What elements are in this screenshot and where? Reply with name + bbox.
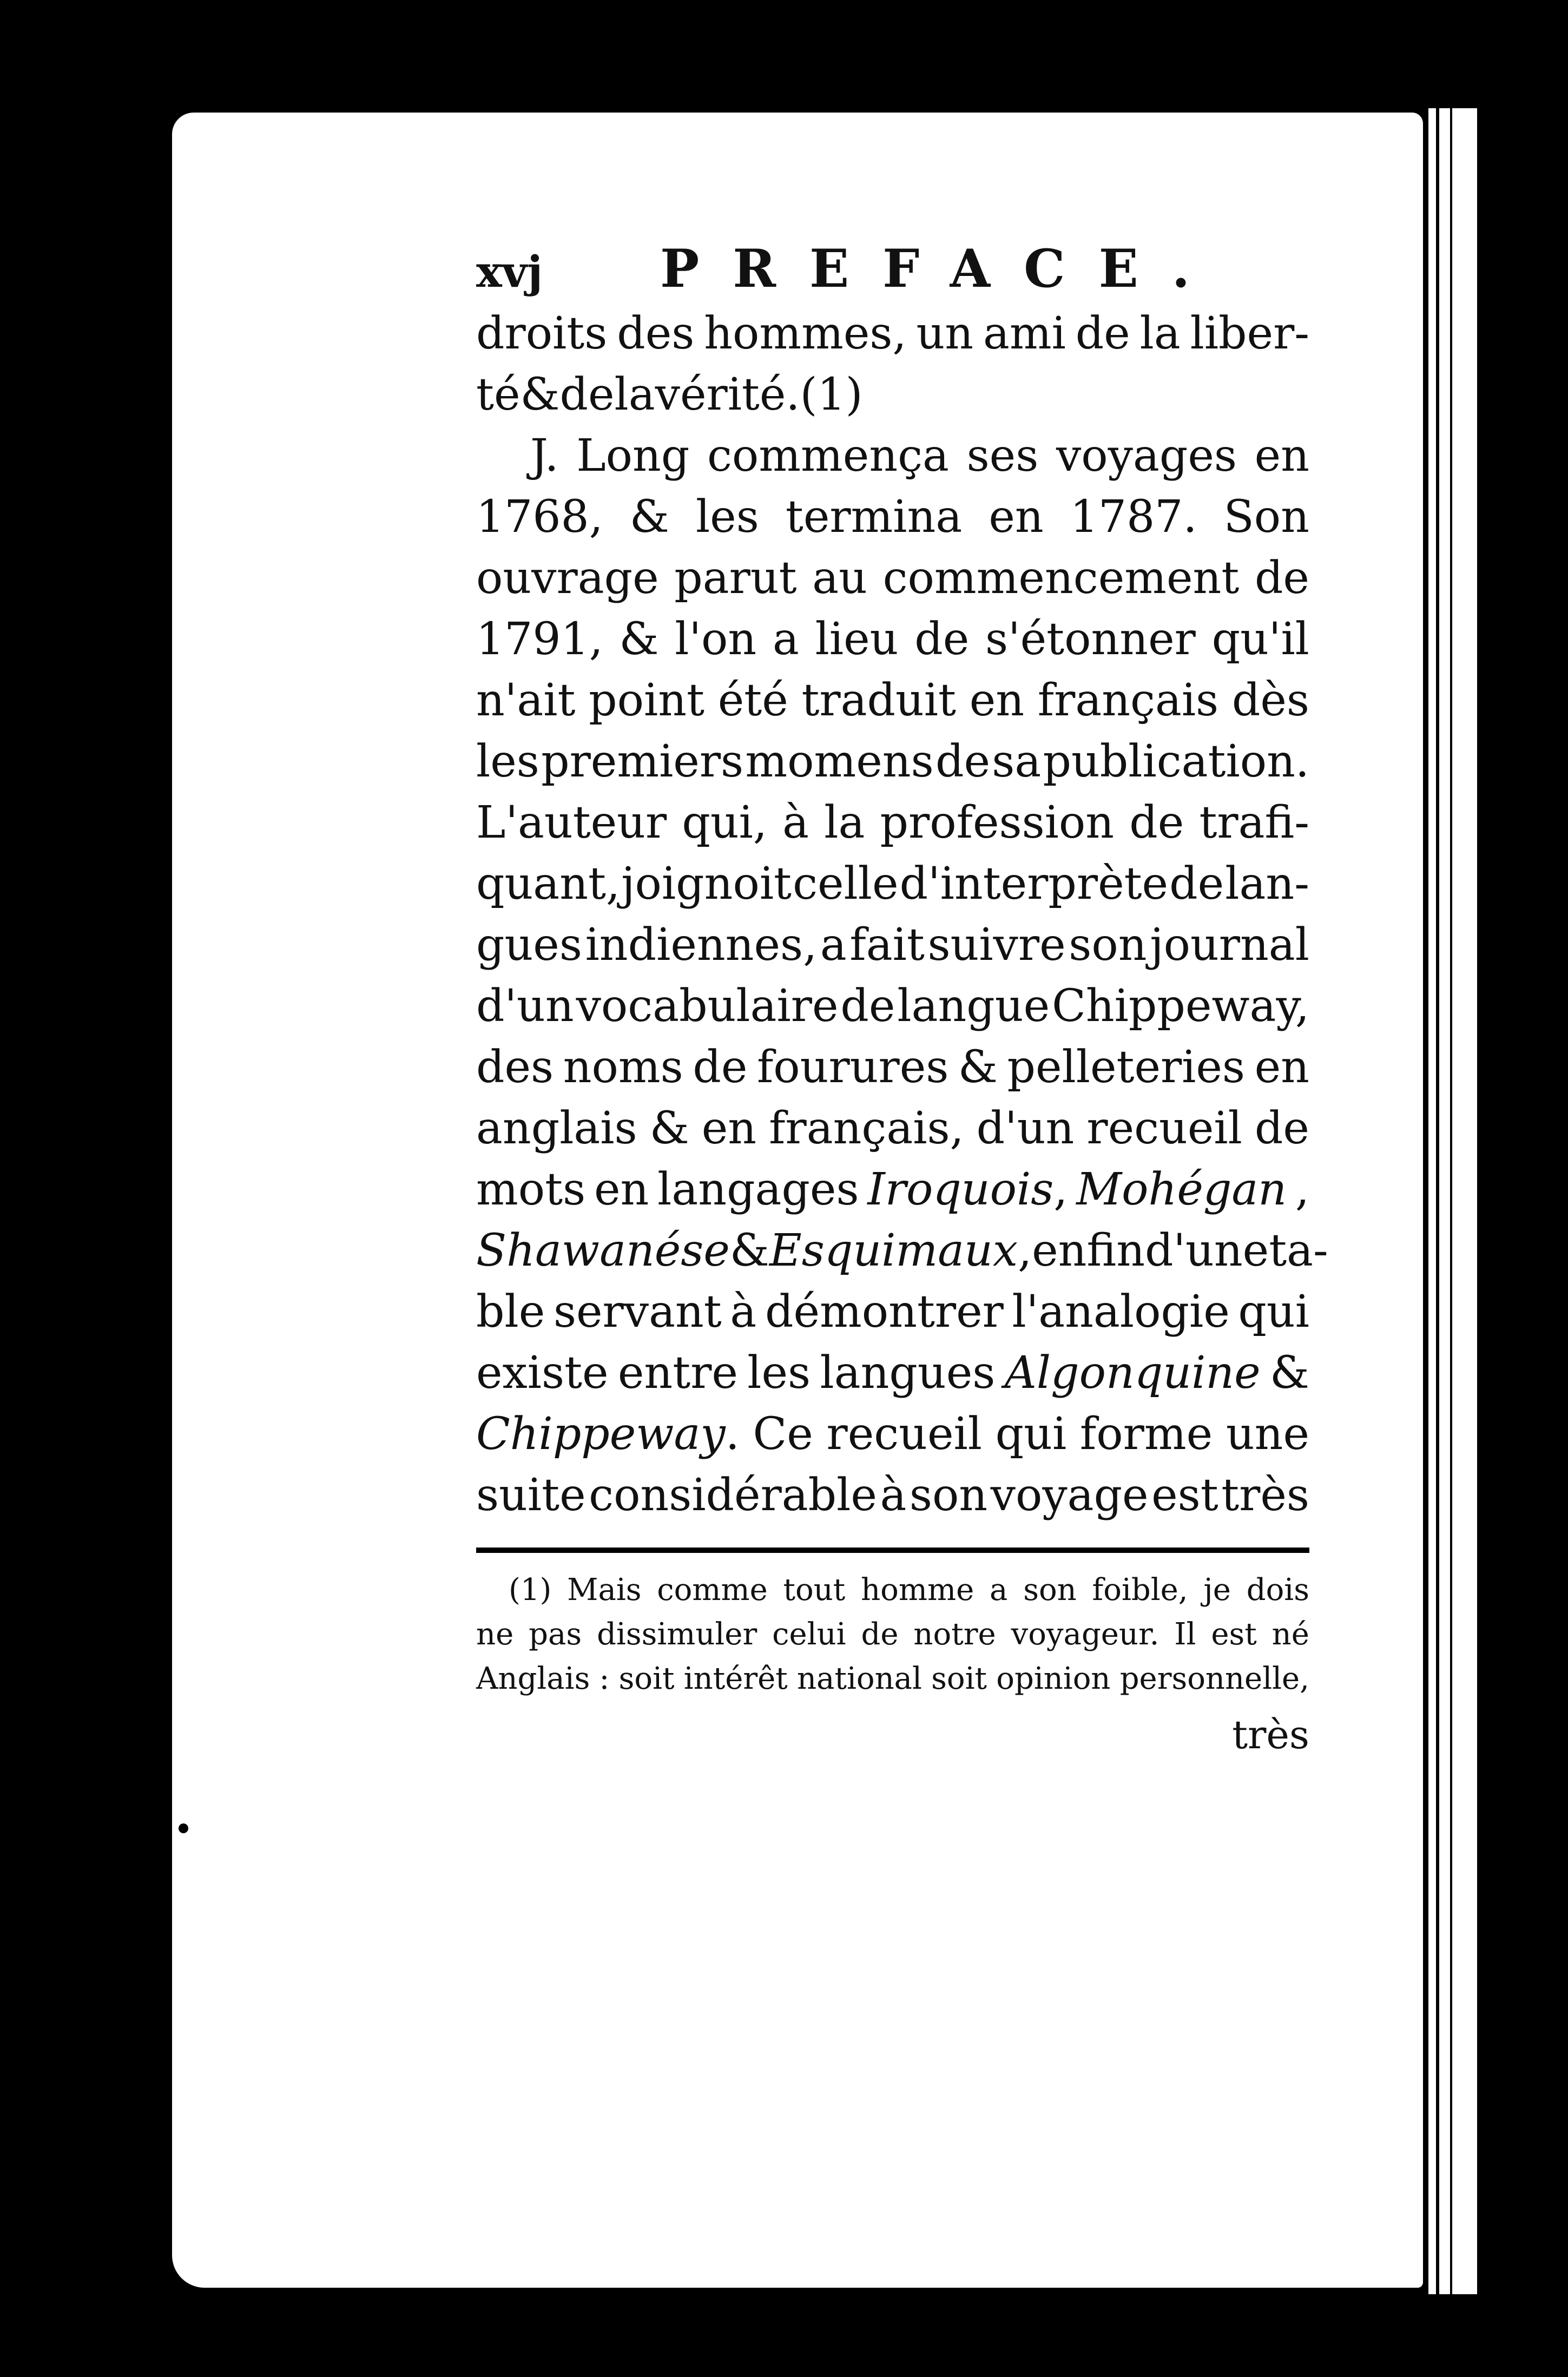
word: en (701, 1103, 757, 1154)
word: commencement (882, 552, 1240, 604)
word: ble (476, 1286, 545, 1338)
word: & (729, 1225, 769, 1276)
footnote-line: (1) Mais comme tout homme a son foible, je dois (509, 1572, 1309, 1608)
word: d'une (1145, 1225, 1269, 1276)
word: 1791, (476, 614, 603, 665)
word: existe (476, 1347, 609, 1399)
word: démontrer (765, 1286, 1004, 1338)
word: ami (983, 308, 1066, 359)
word: Iroquois, (867, 1164, 1068, 1215)
body-line (476, 1220, 1328, 1281)
running-head: PREFACE. (660, 238, 1224, 299)
word: J. (530, 430, 559, 482)
word: considérable (589, 1470, 877, 1521)
word: la (614, 369, 655, 420)
folio: xvj (476, 246, 543, 297)
word: la (824, 797, 865, 848)
word: langues (820, 1347, 996, 1399)
word: parut (674, 552, 797, 604)
word: dès (1231, 675, 1309, 726)
word: té (476, 369, 521, 420)
word: en (594, 1164, 649, 1215)
word: & (619, 614, 659, 665)
word: lieu (815, 614, 899, 665)
word: hommes, (704, 308, 907, 359)
word: de (1129, 797, 1184, 848)
word: Son (1223, 491, 1309, 543)
word: qui, (682, 797, 767, 848)
word: de (559, 369, 615, 420)
word: n'ait (476, 675, 576, 726)
word: été (717, 675, 788, 726)
word: journal (1150, 919, 1309, 971)
word: de (935, 736, 990, 787)
word: trafi- (1199, 797, 1309, 848)
word: suite (476, 1470, 586, 1521)
word: Mohégan (1076, 1164, 1287, 1215)
word: premiers (541, 736, 744, 787)
word: son (1069, 919, 1147, 971)
word: forme (1079, 1408, 1213, 1460)
word: à (782, 797, 809, 848)
word: servant (553, 1286, 722, 1338)
page-header (476, 238, 1309, 303)
word: à (730, 1286, 757, 1338)
catchword: très (1232, 1712, 1309, 1757)
word: point (589, 675, 704, 726)
word: 1768, (476, 491, 603, 543)
word: de (1169, 858, 1224, 910)
body-line (476, 1404, 1309, 1465)
word: de (693, 1042, 748, 1093)
word: de (840, 980, 895, 1032)
word: L'auteur (476, 797, 667, 848)
word: droits (476, 308, 608, 359)
word: les (695, 491, 759, 543)
word: anglais (476, 1103, 637, 1154)
word: & (958, 1042, 998, 1093)
word: voyages (1056, 430, 1237, 482)
word: fait (849, 919, 925, 971)
word: des (476, 1042, 554, 1093)
word: voyage (990, 1470, 1149, 1521)
word: publication. (1043, 736, 1309, 787)
word: recueil (1086, 1103, 1242, 1154)
word: les (747, 1347, 811, 1399)
word: ta- (1269, 1225, 1328, 1276)
word: qu'il (1211, 614, 1309, 665)
word: français, (769, 1103, 964, 1154)
word: liber- (1190, 308, 1309, 359)
word: de (1254, 552, 1309, 604)
word: de (914, 614, 970, 665)
word: de (1254, 1103, 1309, 1154)
body-text (476, 303, 1328, 1526)
word: un (916, 308, 974, 359)
body-line (476, 1465, 1309, 1526)
word: commença (707, 430, 949, 482)
word: & (649, 1103, 689, 1154)
word: en (969, 675, 1025, 726)
word: en (989, 491, 1044, 543)
body-line (476, 853, 1309, 914)
word: momens (745, 736, 934, 787)
word: qui (995, 1408, 1067, 1460)
word: mots (476, 1164, 586, 1215)
word: langue (897, 980, 1050, 1032)
word: lan- (1225, 858, 1309, 910)
word: profession (880, 797, 1115, 848)
word: , (1295, 1164, 1309, 1215)
word: gues (476, 919, 582, 971)
footnote-rule (476, 1548, 1309, 1553)
word: & (520, 369, 560, 420)
word: & (1269, 1347, 1309, 1399)
body-line (476, 609, 1309, 670)
word: enfin (1032, 1225, 1145, 1276)
body-line (476, 976, 1309, 1037)
word: s'étonner (985, 614, 1196, 665)
word: noms (563, 1042, 683, 1093)
body-line (476, 1281, 1309, 1342)
body-line (476, 486, 1309, 548)
word: qui (1238, 1286, 1309, 1338)
word: des (617, 308, 695, 359)
word: termina (785, 491, 963, 543)
word: la (1139, 308, 1181, 359)
body-line (476, 731, 1309, 792)
word: Chippeway. (476, 1408, 740, 1460)
word: son (909, 1470, 988, 1521)
body-line (476, 425, 1309, 486)
word: ses (966, 430, 1039, 482)
word: (1) (800, 369, 863, 420)
word: est (1151, 1470, 1218, 1521)
word: en (1254, 430, 1309, 482)
word: d'interprète (899, 858, 1169, 910)
word: sa (992, 736, 1042, 787)
word: traduit (801, 675, 956, 726)
word: au (812, 552, 867, 604)
word: à (880, 1470, 907, 1521)
body-line (476, 1159, 1309, 1220)
word: Esquimaux, (769, 1225, 1032, 1276)
footnote-line: Anglais : soit intérêt national soit opinion personnelle, (476, 1661, 1309, 1696)
word: Chippeway, (1052, 980, 1309, 1032)
word: a (773, 614, 799, 665)
word: & (629, 491, 669, 543)
word: joignoit (621, 858, 792, 910)
body-line (476, 548, 1309, 609)
body-line (476, 1098, 1309, 1159)
word: langages (657, 1164, 859, 1215)
word: l'on (675, 614, 757, 665)
word: entre (617, 1347, 738, 1399)
word: de (1075, 308, 1130, 359)
word: fourures (756, 1042, 949, 1093)
text-block (476, 238, 1328, 1766)
word: Ce (753, 1408, 813, 1460)
scan-speck (179, 1823, 188, 1833)
word: celle (793, 858, 899, 910)
word: a (820, 919, 847, 971)
word: Long (576, 430, 690, 482)
word: Algonquine (1004, 1347, 1261, 1399)
body-line (476, 1037, 1309, 1098)
next-page-edge (1423, 108, 1477, 2294)
word: une (1226, 1408, 1309, 1460)
word: suivre (927, 919, 1066, 971)
word: vocabulaire (576, 980, 839, 1032)
word: Shawanése (476, 1225, 730, 1276)
word: quant, (476, 858, 621, 910)
body-line (476, 792, 1309, 853)
word: ouvrage (476, 552, 659, 604)
word: vérité. (655, 369, 800, 420)
body-line (476, 303, 1309, 364)
footnote-line: ne pas dissimuler celui de notre voyageur. Il est né (476, 1617, 1309, 1652)
word: très (1221, 1470, 1309, 1521)
word: d'un (476, 980, 574, 1032)
body-line (476, 914, 1309, 976)
word: en (1254, 1042, 1309, 1093)
body-line (476, 1342, 1309, 1404)
word: pelleteries (1007, 1042, 1246, 1093)
word: indiennes, (585, 919, 818, 971)
word: les (476, 736, 539, 787)
word: 1787. (1070, 491, 1197, 543)
word: recueil (826, 1408, 982, 1460)
word: d'un (976, 1103, 1075, 1154)
footnote (476, 1568, 1309, 1701)
word: français (1037, 675, 1219, 726)
word: l'analogie (1012, 1286, 1230, 1338)
body-line (476, 364, 1309, 425)
body-line (476, 670, 1309, 731)
